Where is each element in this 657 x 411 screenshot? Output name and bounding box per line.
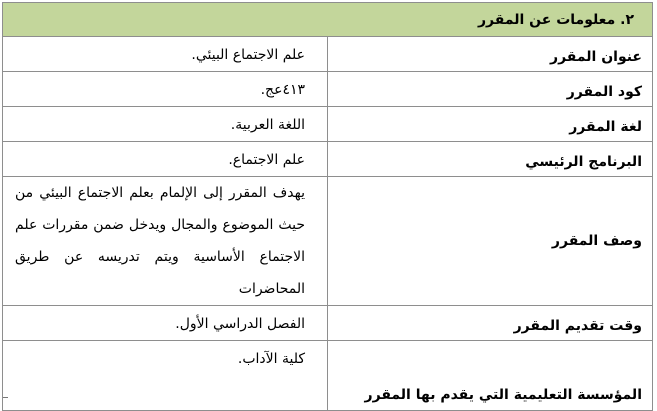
table-row bbox=[3, 72, 653, 107]
institution-value: كلية الآداب. bbox=[3, 341, 328, 411]
course-language-label: لغة المقرر bbox=[328, 107, 653, 142]
course-description-value: يهدف المقرر إلى الإلمام بعلم الاجتماع البيئي من حيث الموضوع والمجال ويدخل ضمن مقررات علم الاجتماع الأساسية ويتم تدريسه عن طريق المحاضرات bbox=[15, 185, 305, 297]
table-row bbox=[3, 341, 653, 411]
course-info-table bbox=[2, 2, 653, 411]
main-program-value: علم الاجتماع. bbox=[3, 142, 328, 177]
course-title-label: عنوان المقرر bbox=[328, 37, 653, 72]
course-code-label: كود المقرر bbox=[328, 72, 653, 107]
course-language-value: اللغة العربية. bbox=[3, 107, 328, 142]
section-header-row bbox=[3, 3, 653, 37]
table-row bbox=[3, 177, 653, 306]
course-code-value: ٤١٣عج. bbox=[3, 72, 328, 107]
institution-label: المؤسسة التعليمية التي يقدم بها المقرر bbox=[364, 387, 642, 403]
page-corner-mark bbox=[3, 397, 8, 398]
institution-label-cell bbox=[328, 341, 653, 411]
section-title: ٢. معلومات عن المقرر bbox=[3, 3, 653, 37]
main-program-label: البرنامج الرئيسي bbox=[328, 142, 653, 177]
course-description-cell bbox=[3, 177, 328, 306]
course-title-value: علم الاجتماع البيئي. bbox=[3, 37, 328, 72]
table-row bbox=[3, 107, 653, 142]
table-row bbox=[3, 37, 653, 72]
table-row bbox=[3, 142, 653, 177]
table-row bbox=[3, 306, 653, 341]
delivery-time-value: الفصل الدراسي الأول. bbox=[3, 306, 328, 341]
delivery-time-label: وقت تقديم المقرر bbox=[328, 306, 653, 341]
course-description-label: وصف المقرر bbox=[328, 177, 653, 306]
